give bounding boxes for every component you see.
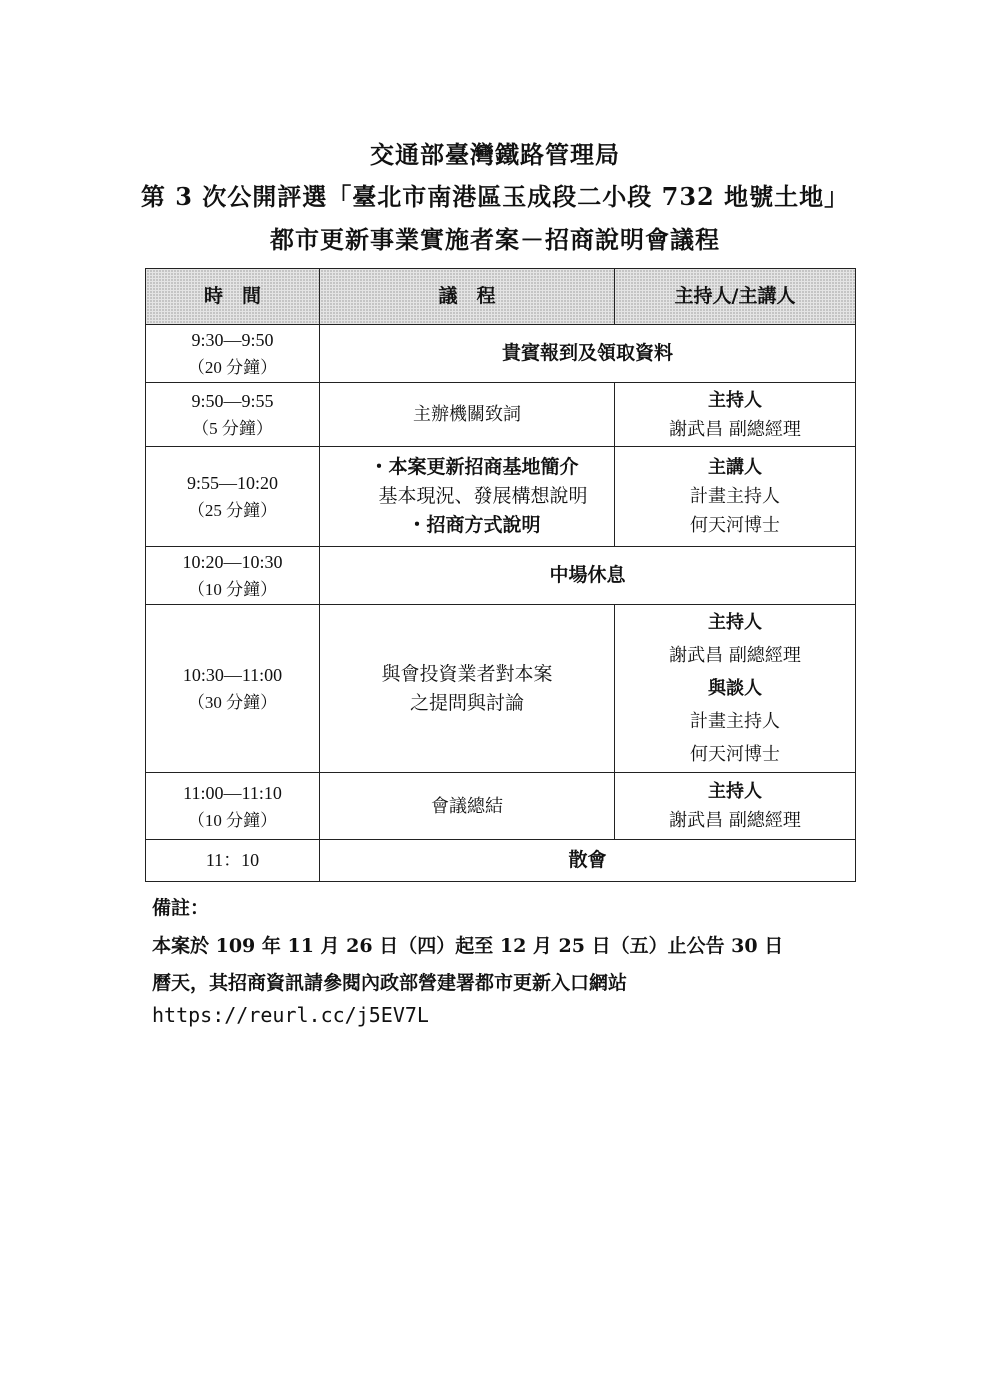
speaker-name: 何天河博士 bbox=[690, 515, 780, 536]
agenda-line: 與會投資業者對本案 bbox=[381, 662, 553, 685]
header-speaker: 主持人/主講人 bbox=[615, 269, 856, 325]
agenda-cell: 貴賓報到及領取資料 bbox=[320, 325, 856, 383]
time-cell bbox=[146, 447, 320, 547]
agenda-table bbox=[145, 268, 856, 882]
table-row bbox=[146, 547, 856, 605]
table-row bbox=[146, 773, 856, 840]
notes-label: 備註： bbox=[152, 897, 210, 919]
duration: （5 分鐘） bbox=[192, 419, 273, 438]
agenda-bullet-item: ・本案更新招商基地簡介 bbox=[369, 456, 579, 478]
speaker-cell bbox=[615, 605, 856, 773]
notes-line-2: 曆天，其招商資訊請參閱內政部營建署都市更新入口網站 bbox=[152, 972, 628, 994]
duration: （10 分鐘） bbox=[187, 810, 278, 830]
speaker-role: 主講人 bbox=[708, 457, 762, 478]
time-range: 9:30—9:50 bbox=[191, 330, 274, 350]
speaker-cell bbox=[615, 447, 856, 547]
table-row bbox=[146, 325, 856, 383]
notes-line-1: 本案於 109 年 11 月 26 日（四）起至 12 月 25 日（五）止公告 30 日 bbox=[152, 935, 784, 957]
table-row bbox=[146, 447, 856, 547]
speaker-cell bbox=[615, 773, 856, 840]
duration: （20 分鐘） bbox=[187, 358, 278, 377]
agenda-cell: 會議總結 bbox=[320, 773, 615, 840]
agenda-line: 之提問與討論 bbox=[409, 691, 524, 714]
time-cell: 11：10 bbox=[146, 840, 320, 882]
agenda-sub-item: 基本現況、發展構想說明 bbox=[378, 485, 588, 507]
agenda-cell: 散會 bbox=[320, 840, 856, 882]
speaker-name: 何天河博士 bbox=[690, 744, 780, 765]
speaker-name: 謝武昌 副總經理 bbox=[669, 645, 801, 666]
speaker-cell bbox=[615, 383, 856, 447]
time-range: 10:30—11:00 bbox=[182, 665, 283, 685]
table-row bbox=[146, 383, 856, 447]
agenda-cell bbox=[320, 447, 615, 547]
header-agenda: 議 程 bbox=[320, 269, 615, 325]
table-header-row bbox=[146, 269, 856, 325]
time-range: 9:55—10:20 bbox=[186, 473, 278, 493]
duration: （25 分鐘） bbox=[187, 501, 278, 520]
time-cell bbox=[146, 773, 320, 840]
document-title-line-1: 交通部臺灣鐵路管理局 bbox=[370, 140, 620, 169]
table-row bbox=[146, 840, 856, 882]
document-title-line-3: 都市更新事業實施者案－招商說明會議程 bbox=[270, 225, 720, 254]
document-title-line-2: 第 3 次公開評選「臺北市南港區玉成段二小段 732 地號土地」 bbox=[140, 182, 850, 211]
speaker-name: 謝武昌 副總經理 bbox=[669, 418, 801, 440]
panelist-role: 與談人 bbox=[708, 678, 762, 699]
duration: （10 分鐘） bbox=[187, 580, 278, 599]
speaker-role: 主持人 bbox=[708, 389, 762, 411]
time-range: 9:50—9:55 bbox=[191, 391, 274, 411]
speaker-name: 謝武昌 副總經理 bbox=[669, 810, 801, 831]
agenda-cell: 中場休息 bbox=[320, 547, 856, 605]
agenda-cell bbox=[320, 605, 615, 773]
time-range: 11:00—11:10 bbox=[183, 782, 282, 803]
time-range: 10:20—10:30 bbox=[182, 552, 283, 572]
time-cell bbox=[146, 325, 320, 383]
header-time: 時 間 bbox=[146, 269, 320, 325]
time-cell bbox=[146, 605, 320, 773]
table-row bbox=[146, 605, 856, 773]
time-cell bbox=[146, 383, 320, 447]
speaker-role: 主持人 bbox=[708, 781, 762, 802]
duration: （30 分鐘） bbox=[187, 693, 278, 712]
time-cell bbox=[146, 547, 320, 605]
agenda-bullet-item: ・招商方式說明 bbox=[407, 514, 541, 536]
speaker-title: 計畫主持人 bbox=[690, 711, 780, 732]
agenda-cell: 主辦機關致詞 bbox=[320, 383, 615, 447]
speaker-role: 主持人 bbox=[708, 612, 762, 633]
speaker-title: 計畫主持人 bbox=[690, 486, 780, 507]
notes-url-link[interactable]: https://reurl.cc/j5EV7L bbox=[152, 1003, 429, 1027]
